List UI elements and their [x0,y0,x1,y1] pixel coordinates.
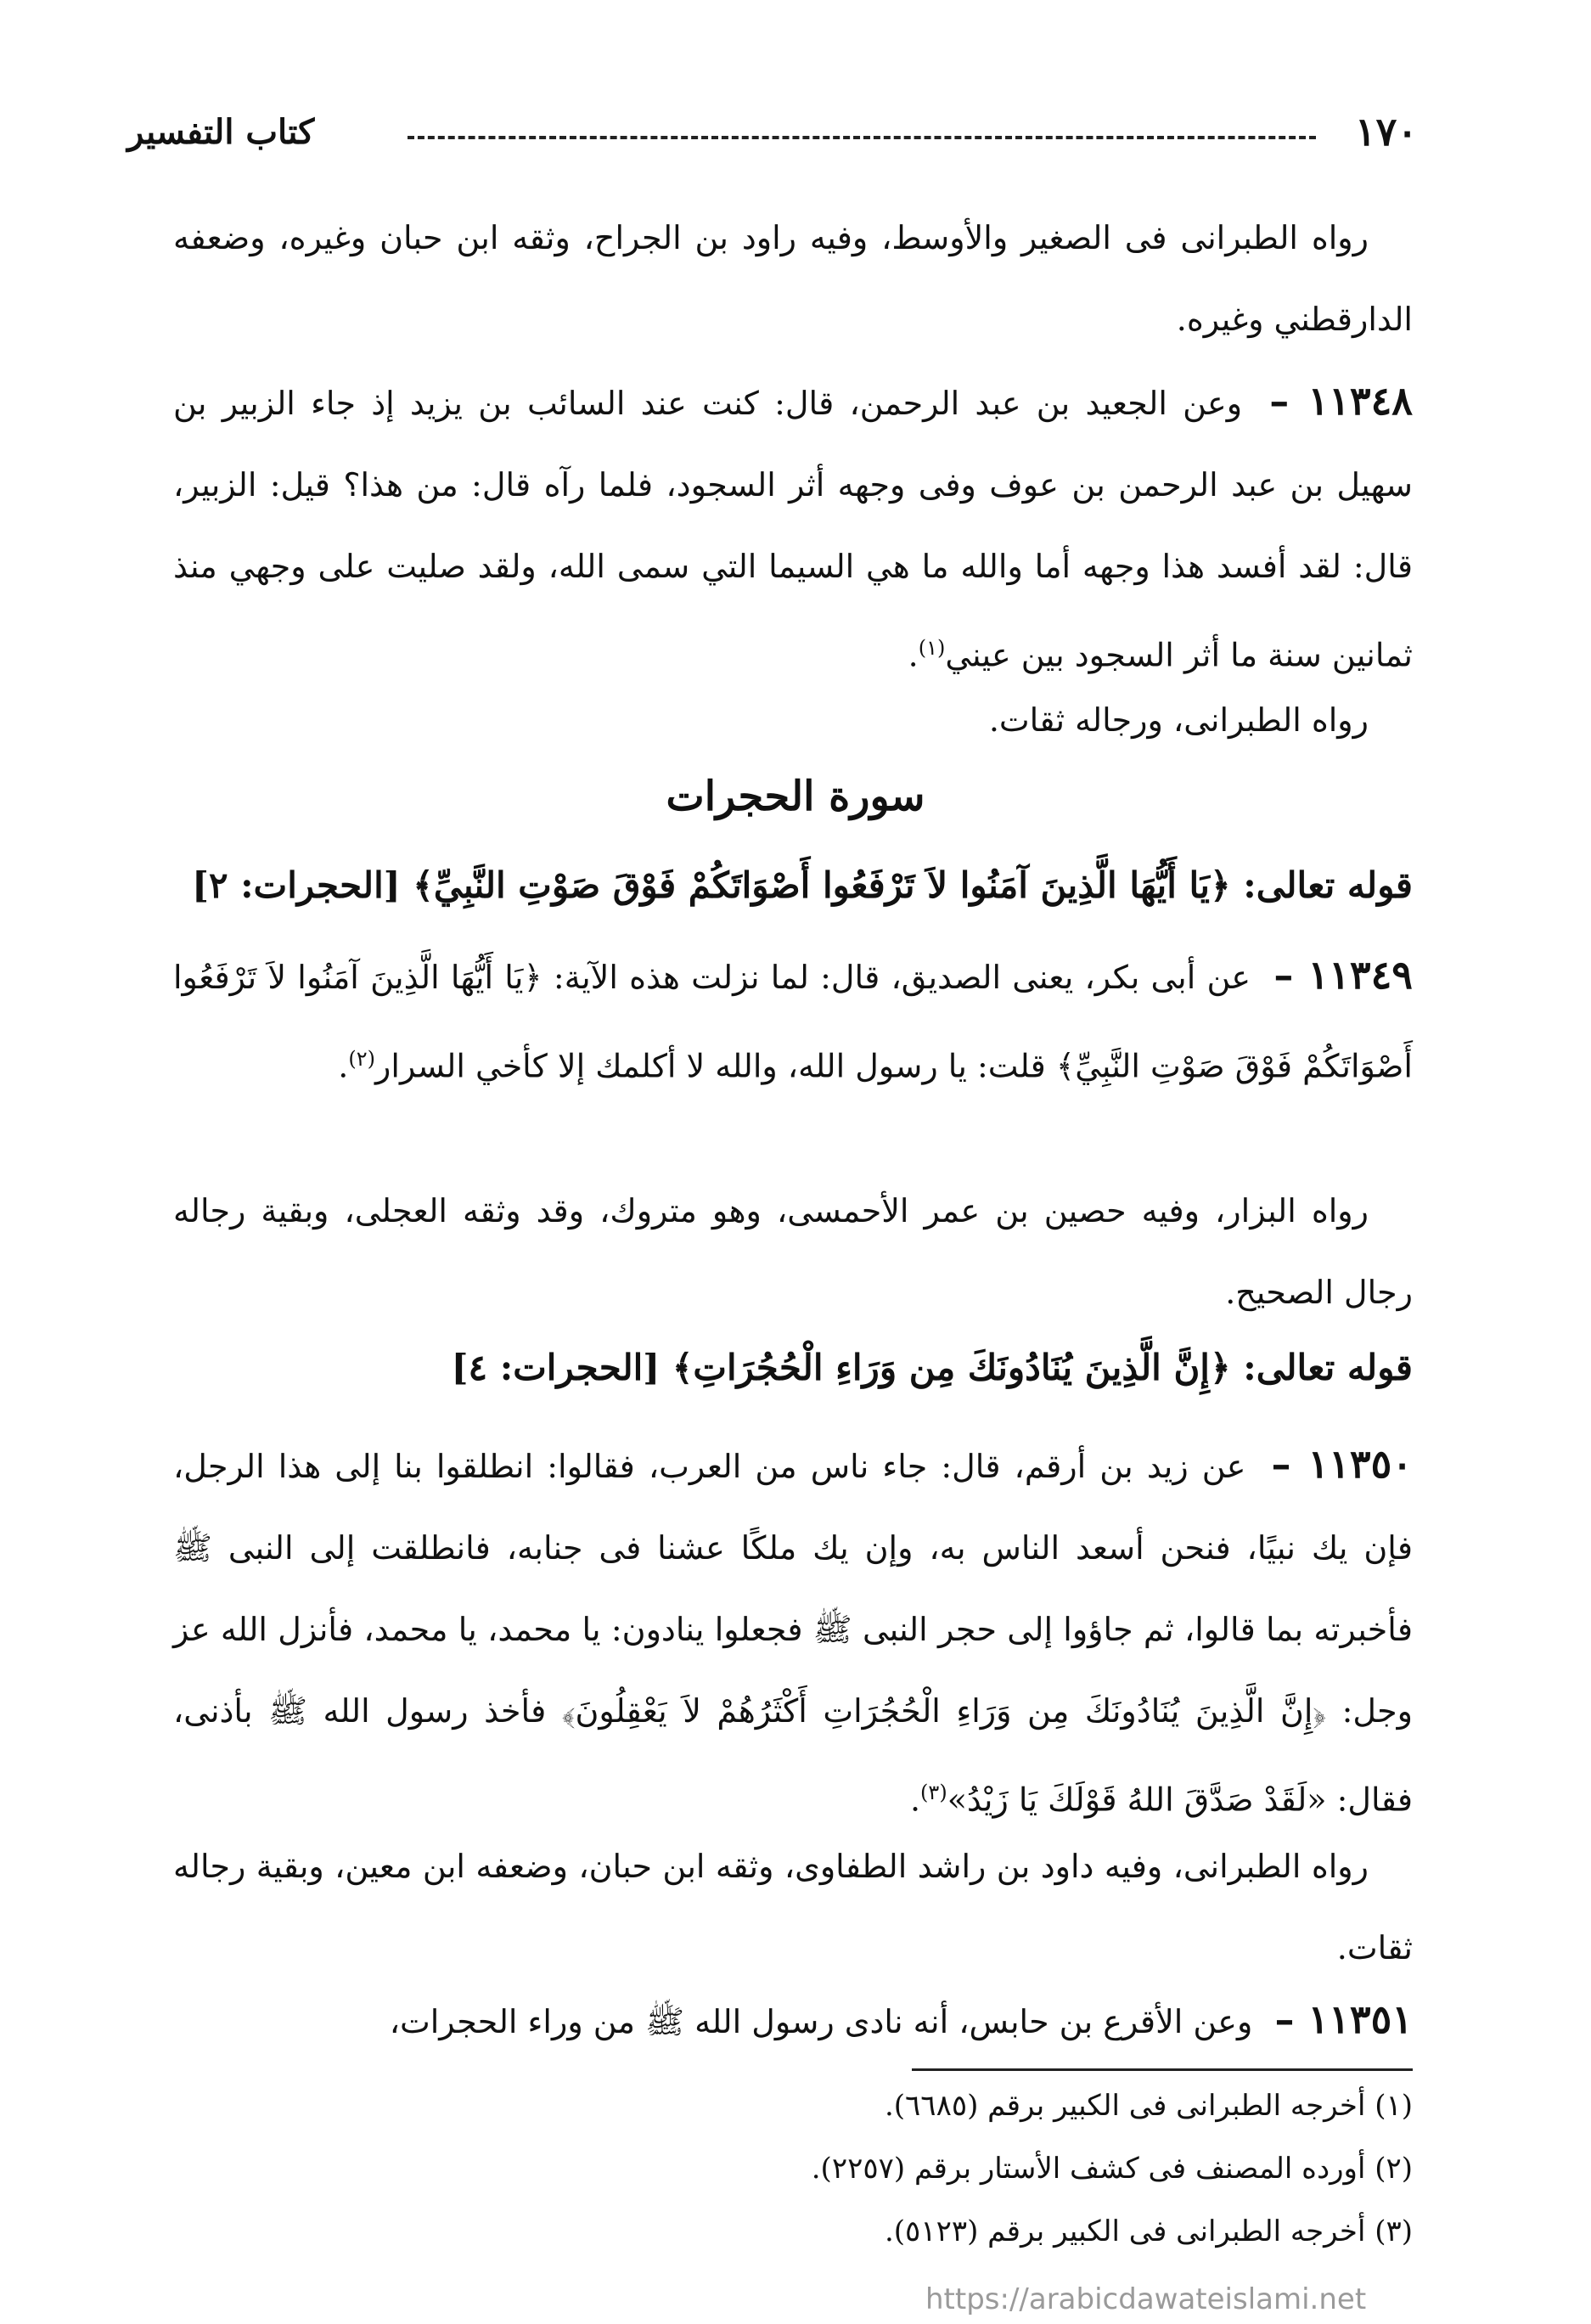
verse-lead: قوله تعالى: [1243,864,1413,906]
verse-heading [173,1347,1413,1388]
sura-heading: سورة الحجرات [666,773,925,820]
hadith-end: . [338,1047,349,1085]
footnote-divider [912,2068,1413,2071]
hadith-text: عن أبى بكر، يعنى الصديق، قال: لما نزلت هذه الآية: ﴿يَا أَيُّهَا الَّذِينَ آمَنُوا لاَ تَرْفَعُوا أَصْوَاتَكُمْ فَوْقَ صَوْتِ النَّبِيِّ﴾ قلت: يا رسول الله، والله لا أكلمك إلا كأخي السرار [173,959,1413,1085]
watermark-url: https://arabicdawateislami.net [925,2282,1367,2316]
header-divider [408,136,1316,139]
verse-lead: قوله تعالى: [1243,1347,1413,1388]
verse-ref: [الحجرات: ٢] [192,864,401,906]
hadith-number: ١١٣٥٠ – [1271,1441,1414,1487]
narration-paragraph: رواه البزار، وفيه حصين بن عمر الأحمسى، وهو متروك، وقد وثقه العجلى، وبقية رجاله رجال الصحيح. [173,1192,1413,1311]
running-header [127,109,1418,168]
hadith-text: وعن الأقرع بن حابس، أنه نادى رسول الله ﷺ من وراء الحجرات، [389,2003,1253,2040]
footnote-ref: (١) [918,636,946,660]
hadith-text: عن زيد بن أرقم، قال: جاء ناس من العرب، فقالوا: انطلقوا بنا إلى هذا الرجل، فإن يك نبيًا، فنحن أسعد الناس به، وإن يك ملكًا عشنا فى جنابه، فانطلقت إلى النبى ﷺ فأخبرته بما قالوا، ثم جاؤوا إلى حجر النبى ﷺ فجعلوا ينادون: يا محمد، يا محمد، فأنزل الله عز وجل: ﴿إِنَّ الَّذِينَ يُنَادُونَكَ مِن وَرَاءِ الْحُجُرَاتِ أَكْثَرُهُمْ لاَ يَعْقِلُونَ﴾ فأخذ رسول الله ﷺ بأذنى، فقال: «لَقَدْ صَدَّقَ اللهُ قَوْلَكَ يَا زَيْدُ» [173,1448,1413,1819]
narration-paragraph: رواه الطبرانى، وفيه داود بن راشد الطفاوى، وثقه ابن حبان، وضعفه ابن معين، وبقية رجاله ثقات. [173,1848,1413,1967]
footnote: (١) أخرجه الطبرانى فى الكبير برقم (٦٦٨٥). [884,2089,1413,2123]
hadith-end: . [908,636,919,674]
hadith-11350 [173,1423,1413,1841]
footnote-ref: (٣) [920,1781,947,1804]
page-number: ١٧٠ [1354,109,1418,155]
verse-heading [173,864,1413,906]
hadith-11349 [173,934,1413,1107]
hadith-number: ١١٣٥١ – [1274,1996,1413,2042]
hadith-11348 [173,360,1413,696]
verse-text: ﴿إِنَّ الَّذِينَ يُنَادُونَكَ مِن وَرَاءِ الْحُجُرَاتِ﴾ [672,1347,1231,1388]
hadith-end: . [909,1781,921,1819]
narration-paragraph: رواه الطبرانى فى الصغير والأوسط، وفيه راود بن الجراح، وثقه ابن حبان وغيره، وضعفه الدارقطني وغيره. [173,219,1413,338]
narration-paragraph: رواه الطبرانى، ورجاله ثقات. [988,701,1369,739]
verse-ref: [الحجرات: ٤] [451,1347,661,1388]
hadith-text: وعن الجعيد بن عبد الرحمن، قال: كنت عند السائب بن يزيد إذ جاء الزبير بن سهيل بن عبد الرحمن بن عوف وفى وجهه أثر السجود، فلما رآه قال: من هذا؟ قيل: الزبير، قال: لقد أفسد هذا وجهه أما والله ما هي السيما التي سمى الله، ولقد صليت على وجهي منذ ثمانين سنة ما أثر السجود بين عيني [173,385,1413,674]
footnote-ref: (٢) [348,1047,376,1071]
hadith-11351 [173,1978,1413,2062]
footnote: (٢) أورده المصنف فى كشف الأستار برقم (٢٢٥٧). [811,2152,1413,2186]
hadith-number: ١١٣٤٩ – [1273,952,1413,998]
book-title: كتاب التفسير [127,112,315,152]
hadith-number: ١١٣٤٨ – [1269,378,1414,424]
footnote: (٣) أخرجه الطبرانى فى الكبير برقم (٥١٢٣). [884,2214,1413,2248]
verse-text: ﴿يَا أَيُّهَا الَّذِينَ آمَنُوا لاَ تَرْفَعُوا أَصْوَاتَكُمْ فَوْقَ صَوْتِ النَّبِيِّ﴾ [413,864,1231,906]
